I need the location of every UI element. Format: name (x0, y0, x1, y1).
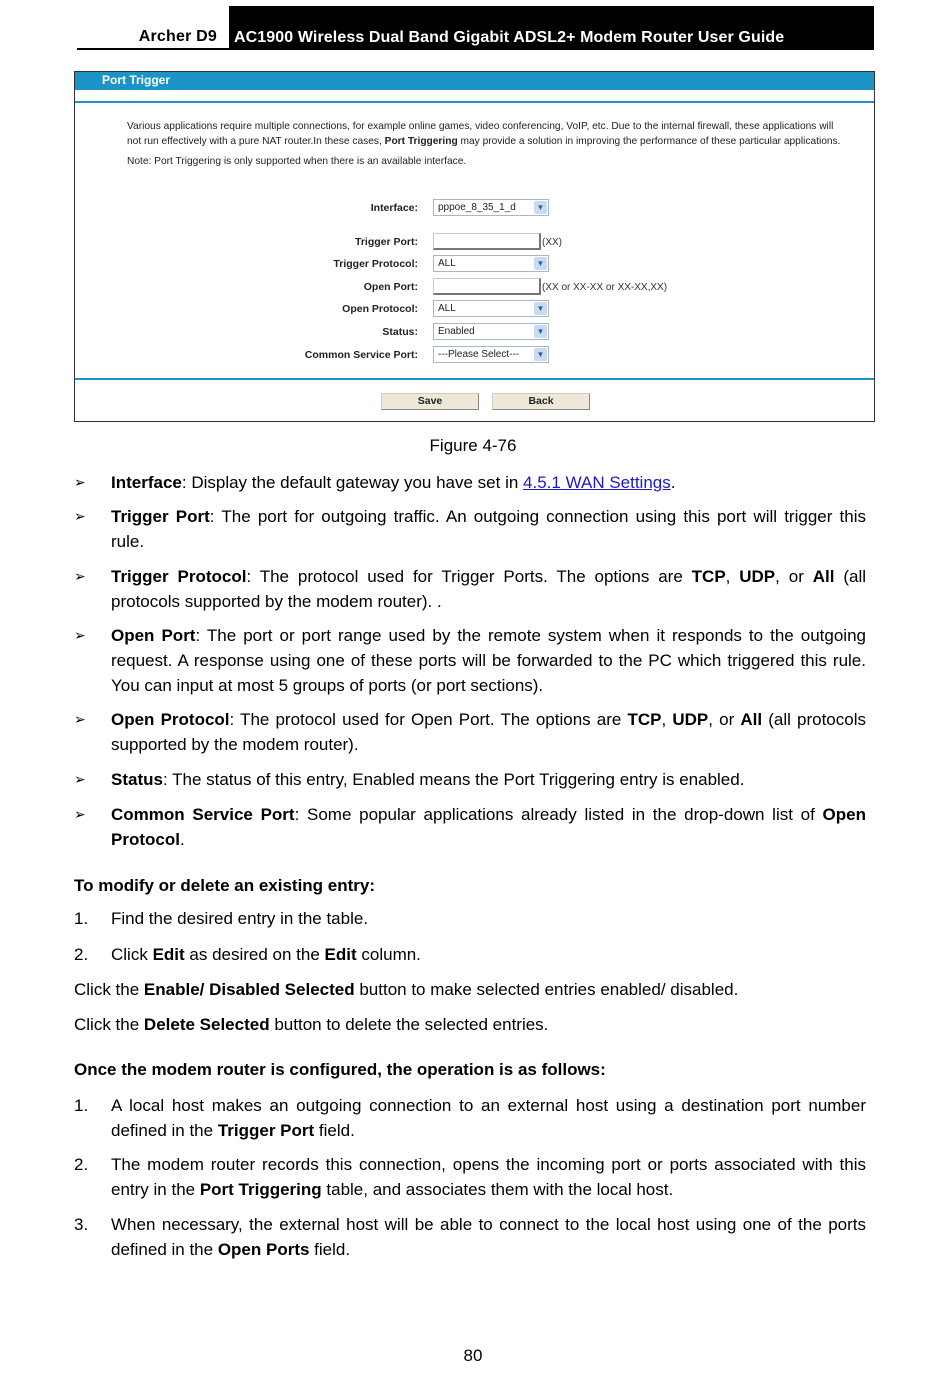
common-service-port-value: ---Please Select--- (438, 349, 520, 360)
open-port-hint: (XX or XX-XX or XX-XX,XX) (542, 282, 668, 293)
open-protocol-value: ALL (438, 303, 456, 314)
step-number: 2. (74, 1155, 89, 1174)
panel-title: Port Trigger (102, 73, 171, 87)
option-tcp: TCP (691, 567, 726, 586)
para-part: button to delete the selected entries. (269, 1015, 549, 1034)
interface-select[interactable] (433, 199, 549, 216)
option-udp: UDP (672, 710, 709, 729)
panel-intro (127, 119, 842, 169)
step-bold: Open Ports (217, 1240, 310, 1259)
bullet-desc: : The port or port range used by the remote system when it responds to the outgoing request. A response using one of these ports will be forwarded to the PC which triggered this rule. You can input at most 5 groups of ports (or port sections). (111, 626, 866, 695)
step-number: 3. (74, 1215, 89, 1234)
chevron-down-icon[interactable]: ▼ (534, 201, 547, 214)
bullet-desc: : Some popular applications already listed in the drop-down list of (294, 805, 823, 824)
bullet-text (111, 802, 866, 852)
modify-step-2 (74, 942, 866, 967)
bullet-common-service-port (74, 802, 866, 852)
bullet-bold: Open Protocol (111, 805, 866, 849)
trigger-protocol-label: Trigger Protocol: (333, 258, 418, 270)
step-bold: Port Triggering (199, 1180, 322, 1199)
status-value: Enabled (438, 326, 475, 337)
option-udp: UDP (739, 567, 776, 586)
bullet-text (111, 470, 866, 495)
header-model-text: Archer D9 (138, 28, 217, 45)
step-part: The modem router records this connection, opens the incoming port or ports associated with this entry in the (111, 1155, 866, 1199)
page-header (77, 6, 874, 50)
bullet-desc: . (670, 473, 676, 492)
bullet-trigger-port (74, 504, 866, 554)
header-title-bar (229, 6, 874, 50)
separator: , (725, 567, 740, 586)
step-part: When necessary, the external host will be able to connect to the local host using one of the ports defined in the (111, 1215, 866, 1259)
trigger-protocol-select[interactable] (433, 255, 549, 272)
status-label: Status: (382, 326, 418, 338)
wan-settings-link[interactable]: 4.5.1 WAN Settings (523, 473, 671, 492)
bullet-text (111, 767, 866, 792)
step-number: 1. (74, 1096, 89, 1115)
chevron-down-icon[interactable]: ▼ (534, 302, 547, 315)
operation-step-2 (74, 1152, 866, 1202)
bullet-term: Interface (111, 473, 182, 492)
save-button[interactable]: Save (381, 393, 479, 410)
back-button[interactable]: Back (492, 393, 590, 410)
bullet-desc: : The protocol used for Trigger Ports. The options are (246, 567, 692, 586)
bullet-status (74, 767, 866, 792)
row-common-service-port (75, 346, 876, 366)
bullet-open-port (74, 623, 866, 698)
status-select[interactable] (433, 323, 549, 340)
bullet-term: Status (111, 770, 163, 789)
operation-heading: Once the modem router is configured, the operation is as follows: (74, 1060, 606, 1079)
para-bold: Delete Selected (143, 1015, 270, 1034)
option-all: All (740, 710, 763, 729)
bullet-arrow-icon: ➢ (74, 568, 86, 584)
open-protocol-label: Open Protocol: (342, 303, 418, 315)
step-part: Click (111, 945, 153, 964)
trigger-port-label: Trigger Port: (354, 236, 418, 248)
row-trigger-port (75, 233, 876, 253)
intro-note: Note: Port Triggering is only supported when there is an available interface. (127, 156, 467, 167)
bullet-text (111, 707, 866, 757)
bullet-desc: : The status of this entry, Enabled means the Port Triggering entry is enabled. (162, 770, 745, 789)
common-service-port-label: Common Service Port: (304, 349, 418, 361)
bullet-desc: (all protocols supported by the modem router). . (111, 567, 867, 611)
open-port-input[interactable] (433, 278, 541, 295)
step-part: column. (356, 945, 421, 964)
bullet-desc: (all protocols supported by the modem router). (111, 710, 866, 754)
bullet-term: Open Port (111, 626, 196, 645)
row-open-protocol (75, 300, 876, 320)
bullet-term: Trigger Port (111, 507, 210, 526)
step-bold: Edit (324, 945, 357, 964)
option-all: All (812, 567, 835, 586)
panel-title-bar (75, 72, 874, 90)
operation-step-3 (74, 1212, 866, 1262)
bullet-term: Common Service Port (111, 805, 295, 824)
row-interface (75, 199, 876, 219)
port-trigger-panel (74, 71, 875, 422)
intro-part: may provide a solution in improving the performance of these particular applications. (457, 136, 841, 147)
option-tcp: TCP (627, 710, 662, 729)
trigger-port-hint: (XX) (542, 237, 562, 248)
chevron-down-icon[interactable]: ▼ (534, 325, 547, 338)
interface-label: Interface: (370, 202, 418, 214)
separator: , or (775, 567, 813, 586)
step-part: as desired on the (184, 945, 325, 964)
common-service-port-select[interactable] (433, 346, 549, 363)
bullet-term: Open Protocol (111, 710, 230, 729)
step-part: table, and associates them with the local host. (321, 1180, 674, 1199)
bullet-text (111, 504, 866, 554)
trigger-port-input[interactable] (433, 233, 541, 250)
bullet-open-protocol (74, 707, 866, 757)
bullet-arrow-icon: ➢ (74, 771, 86, 787)
header-model (77, 6, 229, 50)
open-protocol-select[interactable] (433, 300, 549, 317)
trigger-protocol-value: ALL (438, 258, 456, 269)
para-part: Click the (74, 980, 144, 999)
bullet-desc: : The protocol used for Open Port. The options are (229, 710, 628, 729)
open-port-label: Open Port: (363, 281, 418, 293)
bullet-desc: : Display the default gateway you have set in (181, 473, 524, 492)
step-part: field. (314, 1121, 355, 1140)
figure-caption: Figure 4-76 (429, 436, 517, 455)
para-part: Click the (74, 1015, 144, 1034)
chevron-down-icon[interactable]: ▼ (534, 348, 547, 361)
step-text: Find the desired entry in the table. (111, 909, 369, 928)
intro-bold: Port Triggering (384, 136, 458, 147)
bullet-interface (74, 470, 866, 495)
bullet-desc: : The port for outgoing traffic. An outgoing connection using this port will trigger this rule. (111, 507, 866, 551)
bullet-arrow-icon: ➢ (74, 627, 86, 643)
modify-heading: To modify or delete an existing entry: (74, 876, 376, 895)
delete-paragraph (74, 1012, 866, 1037)
intro-text (127, 119, 842, 149)
bullet-term: Trigger Protocol (111, 567, 247, 586)
bullet-arrow-icon: ➢ (74, 806, 86, 822)
bullet-arrow-icon: ➢ (74, 474, 86, 490)
step-bold: Trigger Port (217, 1121, 315, 1140)
header-title: AC1900 Wireless Dual Band Gigabit ADSL2+ Modem Router User Guide (234, 29, 785, 46)
para-part: button to make selected entries enabled/ disabled. (354, 980, 739, 999)
step-text (111, 1212, 866, 1262)
step-text (111, 942, 866, 967)
bullet-text (111, 623, 866, 698)
row-open-port (75, 278, 876, 298)
step-bold: Edit (152, 945, 185, 964)
page-number: 80 (463, 1346, 483, 1365)
chevron-down-icon[interactable]: ▼ (534, 257, 547, 270)
separator: , (661, 710, 673, 729)
panel-divider-bottom (75, 378, 874, 380)
bullet-trigger-protocol (74, 564, 866, 614)
operation-step-1 (74, 1093, 866, 1143)
enable-disable-paragraph (74, 977, 866, 1002)
modify-step-1 (74, 906, 866, 931)
para-bold: Enable/ Disabled Selected (143, 980, 355, 999)
bullet-desc: . (179, 830, 185, 849)
panel-divider-top (75, 101, 874, 103)
step-part: A local host makes an outgoing connection to an external host using a destination port number defined in the (111, 1096, 866, 1140)
step-number: 2. (74, 945, 89, 964)
step-text (111, 1093, 866, 1143)
separator: , or (708, 710, 741, 729)
row-status (75, 323, 876, 343)
interface-value: pppoe_8_35_1_d (438, 202, 516, 213)
step-number: 1. (74, 909, 89, 928)
bullet-arrow-icon: ➢ (74, 508, 86, 524)
bullet-text (111, 564, 866, 614)
row-trigger-protocol (75, 255, 876, 275)
step-text (111, 1152, 866, 1202)
intro-part: Various applications require multiple connections, for example online games, video conferencing, VoIP, etc. Due to the internal firewall, these applications will not run effectively with a pure NAT router.In these cases, (127, 121, 834, 147)
step-part: field. (309, 1240, 351, 1259)
bullet-arrow-icon: ➢ (74, 711, 86, 727)
